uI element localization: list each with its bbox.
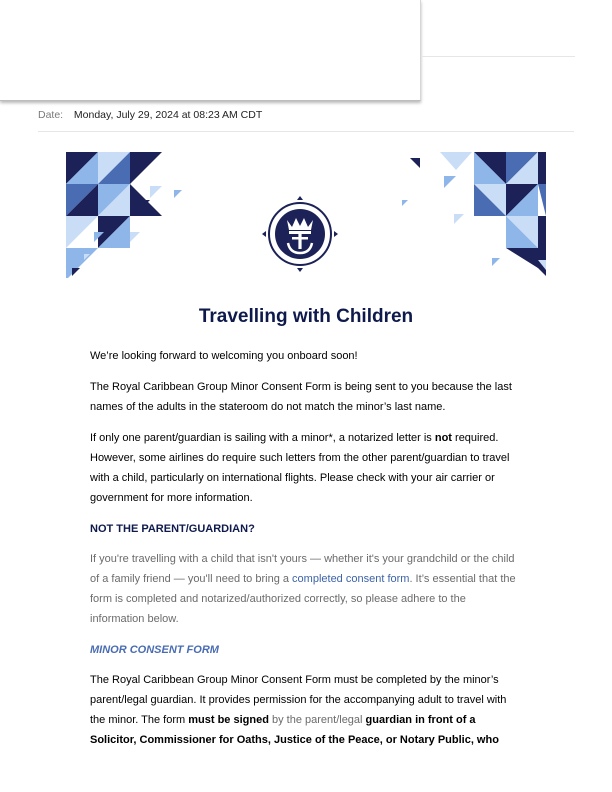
email-body [90, 300, 522, 761]
not-parent-paragraph [90, 549, 522, 629]
consent-form-paragraph [90, 670, 522, 750]
crown-anchor-emblem-icon [262, 196, 338, 272]
reason-paragraph: The Royal Caribbean Group Minor Consent Form is being sent to you because the last names of the adults in the stateroom do not match the minor’s last name. [90, 381, 512, 413]
date-divider [38, 131, 574, 132]
consent-text-guardian: guardian [365, 714, 416, 726]
consent-emphasis-witness: in front of a Solicitor, Commissioner for Oaths, Justice of the Peace, or Notary Public, who [90, 714, 499, 746]
email-banner [64, 150, 548, 278]
single-parent-text-a: If only one parent/guardian is sailing with a minor*, a notarized letter is [90, 432, 435, 444]
header-divider [421, 56, 575, 57]
page-title: Travelling with Children [198, 306, 414, 327]
consent-form-link[interactable]: completed consent form [292, 573, 410, 585]
not-parent-text-b: . It’s essential that the form is completed and notarized/authorized correctly, so please adhere to the information below. [90, 573, 516, 625]
date-row [38, 109, 262, 121]
date-value: Monday, July 29, 2024 at 08:23 AM CDT [73, 109, 263, 121]
email-header-panel [0, 0, 421, 101]
minor-consent-heading: MINOR CONSENT FORM [90, 644, 219, 656]
single-parent-paragraph [90, 428, 522, 508]
consent-text-a: The Royal Caribbean Group Minor Consent Form must be completed by the minor’s parent/legal guardian. It provides permission for the accompanying adult to travel with the minor. The form [90, 674, 507, 726]
single-parent-emphasis: not [434, 432, 452, 444]
consent-text-gray: by the parent/legal [268, 714, 366, 726]
welcome-paragraph: We’re looking forward to welcoming you onboard soon! [90, 350, 358, 362]
consent-emphasis-signed: must be signed [188, 714, 269, 726]
right-triangle-pattern [402, 152, 546, 276]
not-parent-text-a: If you're travelling with a child that isn't yours — whether it's your grandchild or the child of a family friend — you'll need to bring a [90, 553, 515, 585]
date-label: Date: [38, 109, 64, 121]
not-parent-heading: NOT THE PARENT/GUARDIAN? [90, 523, 255, 535]
single-parent-text-b: required. However, some airlines do require such letters from the other parent/guardian to travel with a child, particularly on international flights. Please check with your air carrier or government for more information. [90, 432, 510, 504]
left-triangle-pattern [66, 152, 182, 278]
